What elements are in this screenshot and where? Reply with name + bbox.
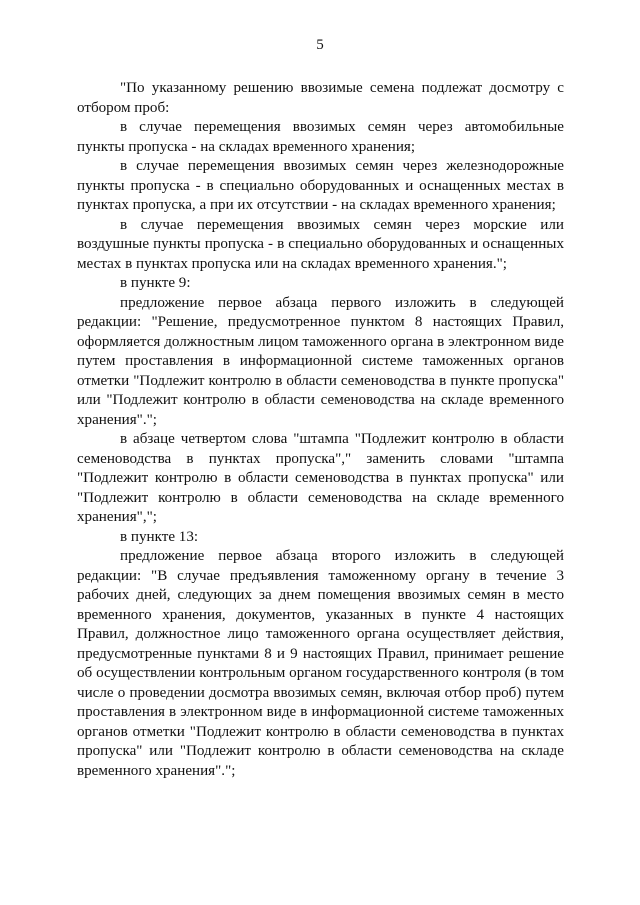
paragraph-item-13-second-paragraph: предложение первое абзаца второго изложить в следующей редакции: "В случае предъявления таможенному органу в течение 3 рабочих дней, следующих за днем помещения ввозимых семян в место временного хранения, документов, указанных в пункте 4 настоящих Правил, должностное лицо таможенного органа осуществляет действия, предусмотренные пунктами 8 и 9 настоящих Правил, принимает решение об осуществлении контрольным органом государственного контроля (в том числе о проведении досмотра ввозимых семян, включая отбор проб) путем проставления в электронном виде в информационной системе таможенных органов отметки "Подлежит контролю в области семеноводства в пунктах пропуска" или "Подлежит контролю в области семеноводства на складе временного хранения".";: [77, 548, 564, 779]
paragraph-road-checkpoints: в случае перемещения ввозимых семян через автомобильные пункты пропуска - на складах временного хранения;: [77, 119, 564, 155]
paragraph-rail-checkpoints: в случае перемещения ввозимых семян через железнодорожные пункты пропуска - в специально оборудованных и оснащенных местах в пунктах пропуска, а при их отсутствии - на складах временного хранения;: [77, 158, 564, 213]
paragraph-item-9-first-sentence: предложение первое абзаца первого изложить в следующей редакции: "Решение, предусмотренное пунктом 8 настоящих Правил, оформляется должностным лицом таможенного органа в электронном виде путем проставления в информационной системе таможенных органов отметки "Подлежит контролю в области семеноводства в пункте пропуска" или "Подлежит контролю в области семеноводства на складе временного хранения".";: [77, 294, 564, 428]
paragraph-item-9-fourth-paragraph: в абзаце четвертом слова "штампа "Подлежит контролю в области семеноводства в пунктах пропуска"," заменить словами "штампа "Подлежит контролю в области семеноводства в пунктах пропуска" или "Подлежит контролю в области семеноводства на складе временного хранения",";: [77, 431, 564, 525]
paragraph-inspection-intro: "По указанному решению ввозимые семена подлежат досмотру с отбором проб:: [77, 80, 564, 116]
document-body: [77, 79, 564, 781]
page-number: 5: [316, 37, 324, 53]
paragraph-item-9-heading: в пункте 9:: [120, 275, 191, 291]
paragraph-sea-air-checkpoints: в случае перемещения ввозимых семян через морские или воздушные пункты пропуска - в специально оборудованных и оснащенных местах в пунктах пропуска или на складах временного хранения.";: [77, 216, 564, 272]
paragraph-item-13-heading: в пункте 13:: [120, 528, 199, 545]
